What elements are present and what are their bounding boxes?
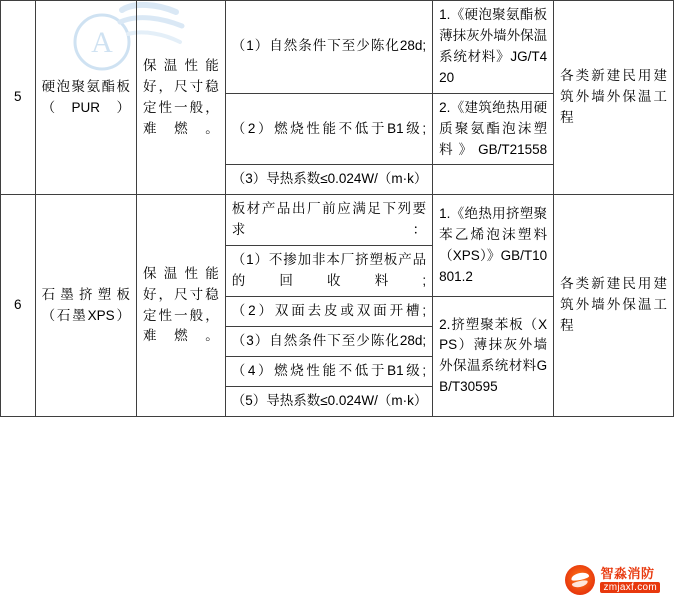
standard-empty-cell [433, 165, 554, 195]
material-name: 石墨挤塑板（石墨XPS） [35, 195, 136, 416]
application-scope: 各类新建民用建筑外墙外保温工程 [554, 195, 674, 416]
performance-features: 保温性能好，尺寸稳定性一般，难燃。 [136, 195, 225, 416]
logo-name-en: zmjaxf.com [600, 582, 660, 593]
standard-item: 2.挤塑聚苯板（XPS）薄抹灰外墙外保温系统材料GB/T30595 [433, 297, 554, 417]
table-row [1, 1, 674, 94]
requirement-item: （5）导热系数≤0.024W/（m·k） [225, 386, 432, 416]
row-index: 5 [1, 1, 36, 195]
requirement-item: （4）燃烧性能不低于B1级; [225, 356, 432, 386]
table-row [1, 195, 674, 246]
standard-item: 1.《硬泡聚氨酯板薄抹灰外墙外保温系统材料》JG/T420 [433, 1, 554, 94]
requirement-item: （1）自然条件下至少陈化28d; [225, 1, 432, 94]
row-index: 6 [1, 195, 36, 416]
material-name: 硬泡聚氨酯板（PUR） [35, 1, 136, 195]
application-scope: 各类新建民用建筑外墙外保温工程 [554, 1, 674, 195]
requirement-item: （3）自然条件下至少陈化28d; [225, 326, 432, 356]
flame-logo-icon [565, 565, 595, 595]
requirement-item: （3）导热系数≤0.024W/（m·k） [225, 165, 432, 195]
requirement-item: （1）不掺加非本厂挤塑板产品的回收料; [225, 246, 432, 297]
standard-item: 2.《建筑绝热用硬质聚氨酯泡沫塑料》GB/T21558 [433, 93, 554, 165]
requirement-item: 板材产品出厂前应满足下列要求： [225, 195, 432, 246]
standard-item: 1.《绝热用挤塑聚苯乙烯泡沫塑料（XPS）》GB/T10801.2 [433, 195, 554, 297]
performance-features: 保温性能好，尺寸稳定性一般，难燃。 [136, 1, 225, 195]
requirement-item: （2）燃烧性能不低于B1级; [225, 93, 432, 165]
svg-text:A: A [91, 26, 113, 59]
logo-name-cn: 智淼消防 [600, 565, 655, 581]
site-logo [565, 565, 660, 595]
requirement-item: （2）双面去皮或双面开槽; [225, 297, 432, 327]
